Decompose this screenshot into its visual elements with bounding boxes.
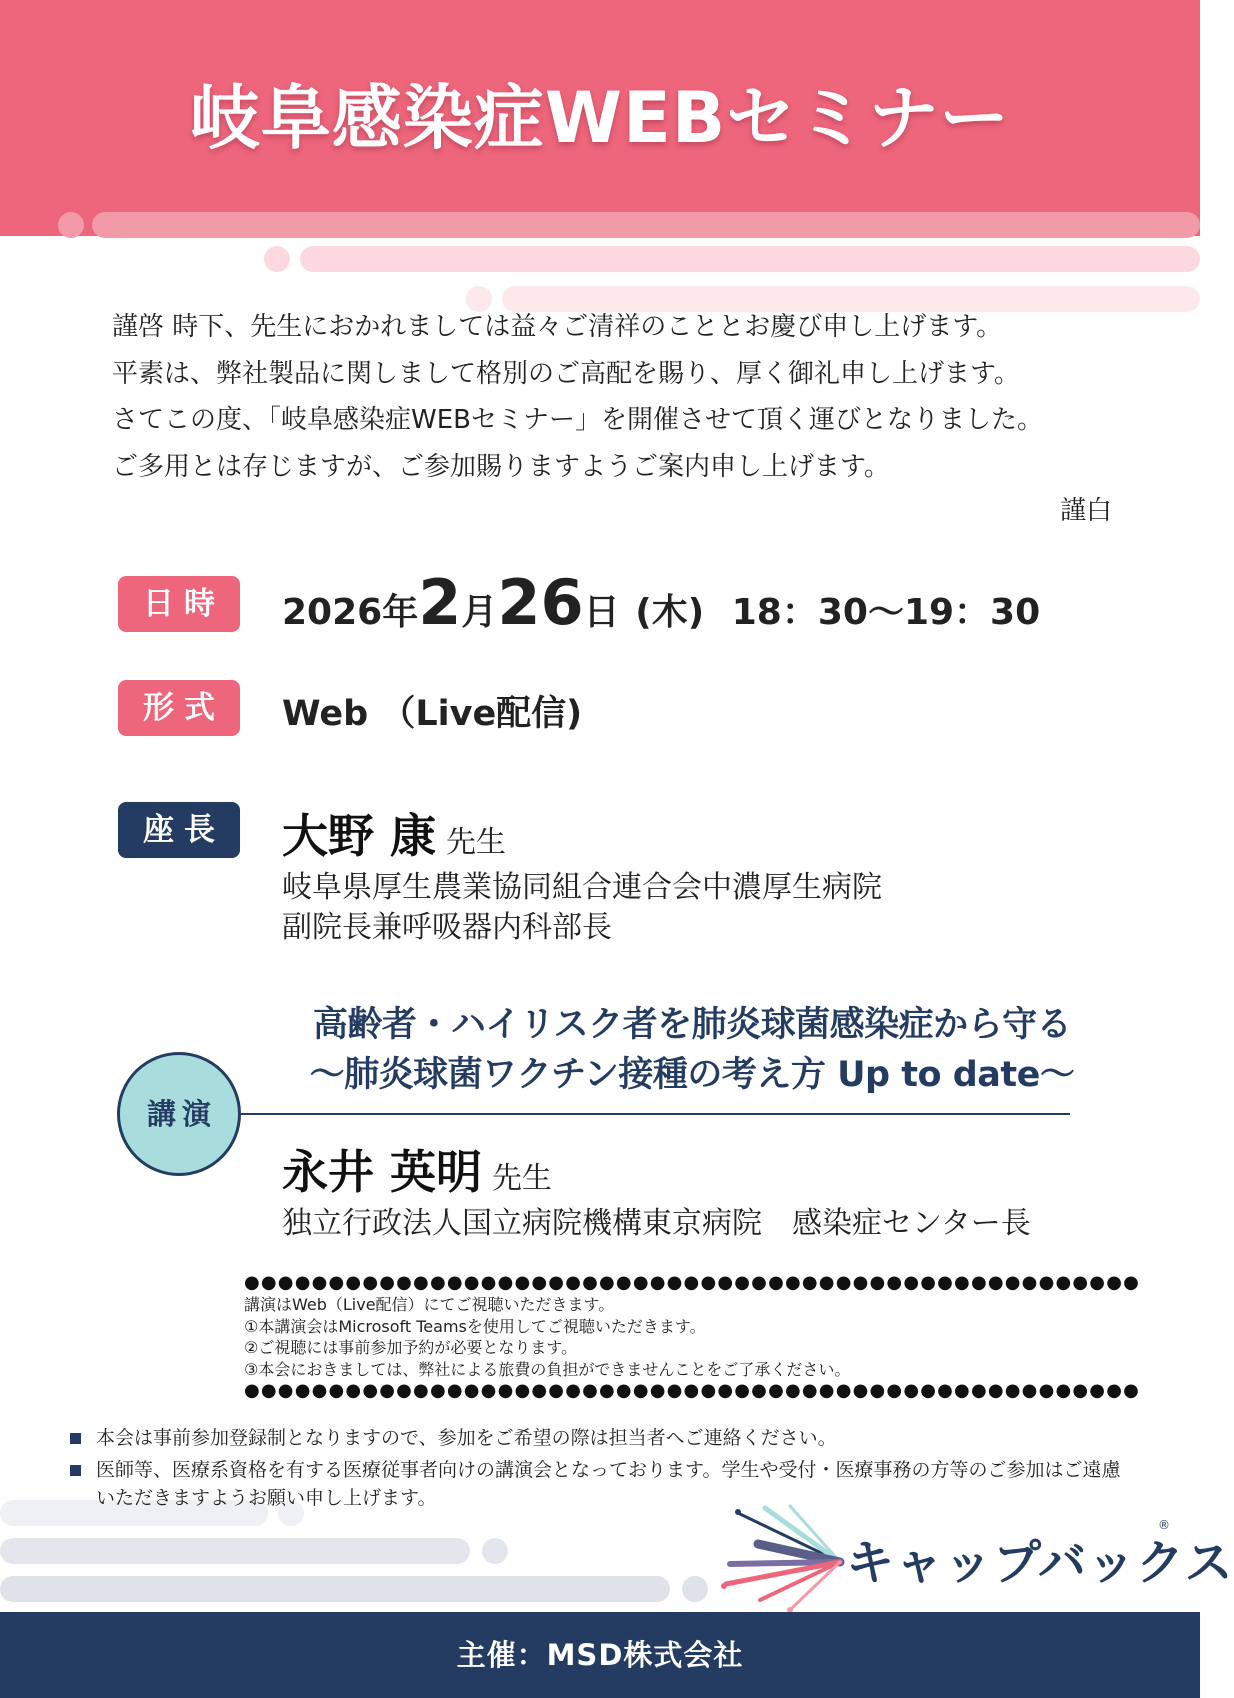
chair-honorific: 先生 [446, 825, 507, 860]
note-line: ①本講演会はMicrosoft Teamsを使用してご視聴いただきます。 [244, 1316, 706, 1336]
chair-position: 副院長兼呼吸器内科部長 [282, 910, 612, 945]
speaker-info [282, 1136, 1031, 1244]
note-line: 講演はWeb（Live配信）にてご視聴いただきます。 [244, 1295, 615, 1314]
date-day-unit: 日 [583, 592, 620, 633]
date-weekday: (木) [635, 592, 705, 633]
chair-label: 座長 [118, 802, 240, 858]
lecture-title-line: 高齢者・ハイリスク者を肺炎球菌感染症から守る [312, 1005, 1072, 1045]
datetime-value [282, 566, 1040, 639]
greeting-text [112, 304, 1132, 490]
speaker-honorific: 先生 [492, 1161, 553, 1196]
chair-affiliation: 岐阜県厚生農業協同組合連合会中濃厚生病院 [282, 870, 882, 905]
greeting-line: 謹啓 時下、先生におかれましては益々ご清祥のこととお慶び申し上げます。 [112, 312, 1003, 342]
greeting-line: 平素は、弊社製品に関しまして格別のご高配を賜り、厚く御礼申し上げます。 [112, 358, 1020, 389]
datetime-label: 日時 [118, 576, 240, 632]
greeting-line: ご多用とは存じますが、ご参加賜りますようご案内申し上げます。 [112, 451, 890, 482]
format-value: Web （Live配信) [282, 694, 583, 734]
speaker-affiliation: 独立行政法人国立病院機構東京病院 感染症センター長 [282, 1206, 1031, 1241]
date-year-unit: 年 [382, 592, 419, 633]
dot-divider-top: ●●●●●●●●●●●●●●●●●●●●●●●●●●●●●●●●●●●●●●●●●●●●●●●●●●●●● [244, 1272, 1141, 1293]
lecture-divider [240, 1113, 1070, 1115]
lecture-title [262, 1000, 1122, 1100]
footer-sponsor: 主催：MSD株式会社 [0, 1612, 1200, 1698]
date-year: 2026 [282, 592, 383, 633]
speaker-name: 永井 英明 [282, 1145, 483, 1199]
bullet-square-icon [70, 1465, 81, 1476]
note-line: ③本会におきましては、弊社による旅費の負担ができませんことをご了承ください。 [244, 1359, 851, 1379]
capvaxive-logo [720, 1496, 1234, 1616]
page-title: 岐阜感染症WEBセミナー [189, 77, 1011, 159]
bullet-square-icon [70, 1433, 81, 1444]
notice-text: 本会は事前参加登録制となりますので、参加をご希望の際は担当者へご連絡ください。 [96, 1427, 837, 1449]
lecture-subtitle-line: ～肺炎球菌ワクチン接種の考え方 Up to date～ [309, 1055, 1075, 1095]
note-line: ②ご視聴には事前参加予約が必要となります。 [244, 1338, 578, 1357]
notes-box [244, 1272, 1141, 1402]
lecture-label: 講演 [117, 1052, 241, 1176]
date-month: 2 [418, 566, 462, 639]
chair-info [282, 800, 882, 948]
format-label: 形式 [118, 680, 240, 736]
greeting-closing: 謹白 [1060, 496, 1113, 526]
chair-name: 大野 康 [282, 809, 437, 863]
date-day: 26 [497, 566, 584, 639]
header-banner [0, 0, 1200, 236]
notice-text: 医師等、医療系資格を有する医療従事者向けの講演会となっております。学生や受付・医療事務の方等のご参加はご遠慮いただきますようお願い申し上げます。 [96, 1459, 1121, 1509]
notice-item [70, 1424, 1130, 1452]
greeting-line: さてこの度、「岐阜感染症WEBセミナー」を開催させて頂く運びとなりました。 [112, 405, 1043, 435]
date-time: 18：30～19：30 [731, 592, 1041, 633]
dot-divider-bottom: ●●●●●●●●●●●●●●●●●●●●●●●●●●●●●●●●●●●●●●●●●●●●●●●●●●●●● [244, 1380, 1141, 1401]
logo-text: キャップバックス [846, 1535, 1234, 1591]
registered-mark: ® [1158, 1518, 1170, 1532]
logo-rays-icon [720, 1504, 850, 1614]
date-month-unit: 月 [461, 592, 498, 633]
